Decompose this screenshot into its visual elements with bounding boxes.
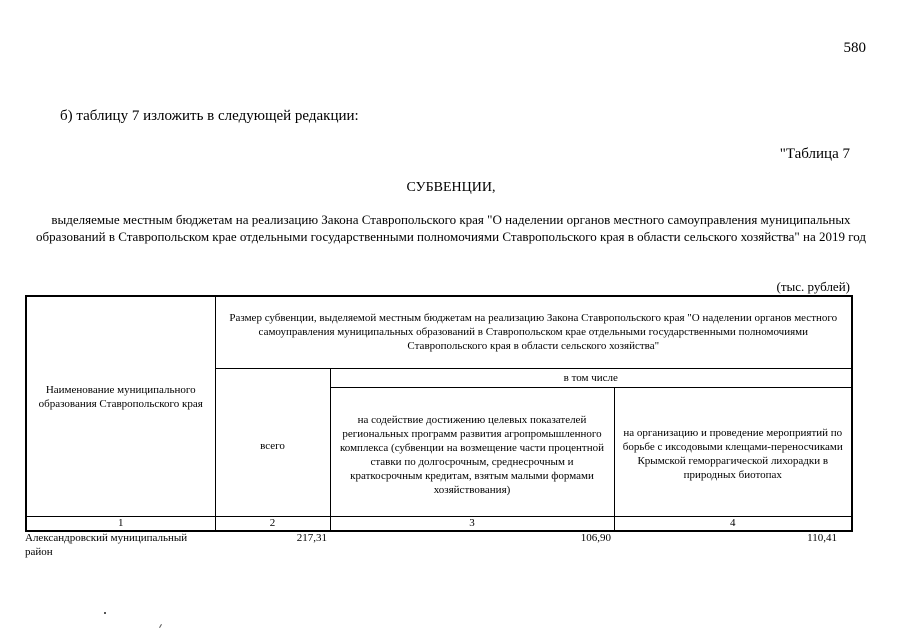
units-label: (тыс. рублей) [776,279,850,294]
document-subtitle: выделяемые местным бюджетам на реализацию Закона Ставропольского края "О наделении органов местного самоуправления муниципальных образований в Ставропольском крае отдельными государственными полномочиями Ставропольского края в области сельского хозяйства" на 2019 год [36,212,866,244]
row-agro-interest-subsidy: 106,90 [580,532,611,544]
header-total: всего [215,368,330,516]
subvention-table-body [25,531,851,559]
row-tick-control: 110,41 [807,532,837,544]
header-tick-control: на организацию и проведение мероприятий по борьбе с иксодовыми клещами-переносчиками Крымской геморрагической лихорадки в природных биотопах [614,387,852,516]
header-agro-interest-subsidy: на содействие достижению целевых показателей региональных программ развития агропромышленного комплекса (субвенции на возмещение части процентной ставки по долгосрочным, среднесрочным и краткосрочным кредитам, взятым малыми формами хозяйствования) [330,387,614,516]
column-number-1: 1 [26,516,215,531]
column-number-2: 2 [215,516,330,531]
document-title: СУБВЕНЦИИ, [406,180,496,195]
page-number: 580 [843,40,866,56]
scan-speck [104,612,106,614]
row-municipality-name: Александровский муниципальный район [25,532,188,558]
table-row [25,531,851,559]
column-number-4: 4 [614,516,852,531]
header-municipality-name: Наименование муниципального образования Ставропольского края [26,296,215,516]
header-including: в том числе [330,368,852,387]
amendment-instruction: б) таблицу 7 изложить в следующей редакции: [60,108,359,124]
table-reference: "Таблица 7 [779,146,850,162]
subvention-table-header [25,295,853,532]
header-subvention-size: Размер субвенции, выделяемой местным бюджетам на реализацию Закона Ставропольского края "О наделении органов местного самоуправления муниципальных образований в Ставропольском крае отдельными государственными полномочиями Ставропольского края в области сельского хозяйства" [215,296,852,368]
scan-speck [159,624,162,628]
column-number-3: 3 [330,516,614,531]
row-total: 217,31 [296,532,327,544]
